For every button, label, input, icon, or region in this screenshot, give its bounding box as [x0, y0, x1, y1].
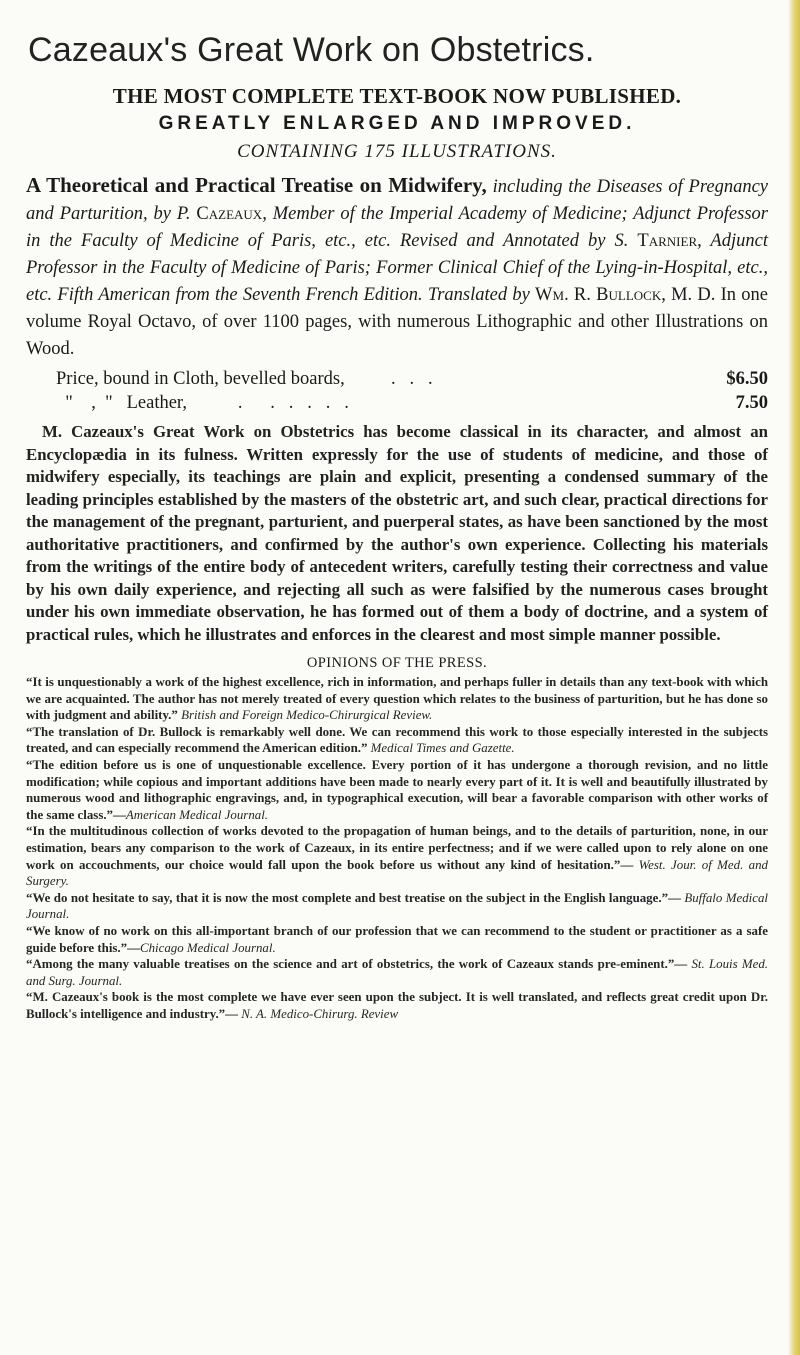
review-text: “The edition before us is one of unquestionable excellence. Every portion of it has undergone a thorough revision, and no little modification; while copious and important additions have been made to nearly every part of it. It is well and beautifully illustrated by numerous wood and lithographic engravings, and, in typographical execution, will bear a favorable comparison with other works of the same class.”—: [26, 757, 768, 822]
description-author: Cazeaux: [196, 204, 263, 224]
price-label: " , " Leather, . . . . . .: [56, 393, 349, 413]
subtitle-illustrations: CONTAINING 175 ILLUSTRATIONS.: [237, 141, 557, 162]
page-title: Cazeaux's Great Work on Obstetrics.: [28, 31, 595, 69]
subtitle-enlarged: GREATLY ENLARGED AND IMPROVED.: [158, 113, 636, 134]
review-item: [26, 989, 768, 1022]
reviews-list: [26, 674, 768, 1022]
price-row-cloth: [26, 367, 768, 391]
description-translator: Wm. R. Bullock, M. D.: [535, 285, 716, 305]
review-text: “We do not hesitate to say, that it is now the most complete and best treatise on the subject in the English language.”—: [26, 890, 685, 905]
review-item: [26, 757, 768, 823]
description-italic-2: , Member of the Imperial Academy of Medicine; Adjunct Professor in the Faculty of Medicine of Paris, etc., etc. Revised and Annotated by S.: [26, 204, 768, 251]
review-item: [26, 674, 768, 724]
description-lead: A Theoretical and Practical Treatise on Midwifery,: [26, 173, 487, 197]
review-text: “The translation of Dr. Bullock is remarkably well done. We can recommend this work to those especially interested in the subjects treated, and can especially recommend the American edition.”: [26, 724, 768, 756]
review-source: Chicago Medical Journal.: [140, 940, 276, 955]
price-row-leather: [26, 391, 768, 415]
opinions-heading: OPINIONS OF THE PRESS.: [306, 655, 488, 671]
review-item: [26, 956, 768, 989]
review-source: West. Jour. of Med. and Surgery.: [26, 857, 768, 889]
subtitle-most-complete: THE MOST COMPLETE TEXT-BOOK NOW PUBLISHED.: [112, 84, 682, 108]
review-source: American Medical Journal.: [125, 807, 269, 822]
review-text: “Among the many valuable treatises on the science and art of obstetrics, the work of Cazeaux stands pre-eminent.”—: [26, 957, 692, 972]
review-text: “It is unquestionably a work of the highest excellence, rich in information, and perhaps fuller in details than any text-book with which we are acquainted. The author has not merely treated of every question which relates to the business of parturition, but he has done so with judgment and ability.”: [26, 675, 768, 723]
description-italic-1: including the Diseases of Pregnancy and Parturition, by P.: [26, 177, 768, 224]
review-text: “M. Cazeaux's book is the most complete we have ever seen upon the subject. It is well translated, and reflects great credit upon Dr. Bullock's intelligence and industry.”—: [26, 990, 768, 1021]
description-italic-3: , Adjunct Professor in the Faculty of Medicine of Paris; Former Clinical Chief of the Lying-in-Hospital, etc., etc. Fifth American from the Seventh French Edition. Translated by: [26, 231, 768, 305]
page-edge-decoration: [788, 0, 800, 1355]
price-label: Price, bound in Cloth, bevelled boards, . . .: [56, 369, 433, 389]
price-amount: 7.50: [735, 393, 768, 413]
review-item: [26, 890, 768, 923]
body-paragraph: M. Cazeaux's Great Work on Obstetrics has become classical in its character, and almost an Encyclopædia in its fulness. Written expressly for the use of students of medicine, and those of midwifery especially, its teachings are plain and explicit, presenting a condensed summary of the leading principles established by the masters of the obstetric art, and such clear, practical directions for the management of the pregnant, parturient, and puerperal states, as have been sanctioned by the most authoritative practitioners, and confirmed by the author's own experience. Collecting his materials from the writings of the entire body of antecedent writers, carefully testing their correctness and value by his own daily experience, and rejecting all such as were falsified by the numerous cases brought under his own immediate observation, he has formed out of them a body of doctrine, and a system of practical rules, which he illustrates and enforces in the clearest and most simple manner possible.: [26, 422, 768, 644]
book-description: [26, 172, 768, 363]
review-text: “We know of no work on this all-important branch of our profession that we can recommend to the student or practitioner as a safe guide before this.”—: [26, 923, 768, 955]
review-item: [26, 923, 768, 956]
review-source: Medical Times and Gazette.: [370, 741, 515, 756]
description-plain: In one volume Royal Octavo, of over 1100 pages, with numerous Lithographic and other Illustrations on Wood.: [26, 285, 769, 359]
review-item: [26, 724, 768, 757]
review-text: “In the multitudinous collection of works devoted to the propagation of human beings, and to the details of parturition, none, in our estimation, bears any comparison to the work of Cazeaux, in its entire perfectness; and if we were called upon to rely alone on one work on accouchments, our choice would fall upon the book before us without any kind of hesitation.”—: [26, 824, 768, 872]
review-item: [26, 823, 768, 889]
review-source: British and Foreign Medico-Chirurgical Review.: [181, 708, 433, 723]
price-amount: $6.50: [726, 369, 768, 389]
advertisement-page: [26, 28, 768, 1022]
review-source: N. A. Medico-Chirurg. Review: [241, 1006, 399, 1021]
description-reviser: Tarnier: [637, 231, 698, 251]
review-source: St. Louis Med. and Surg. Journal.: [26, 957, 768, 988]
review-source: Buffalo Medical Journal.: [26, 890, 768, 922]
price-list: [26, 367, 768, 415]
